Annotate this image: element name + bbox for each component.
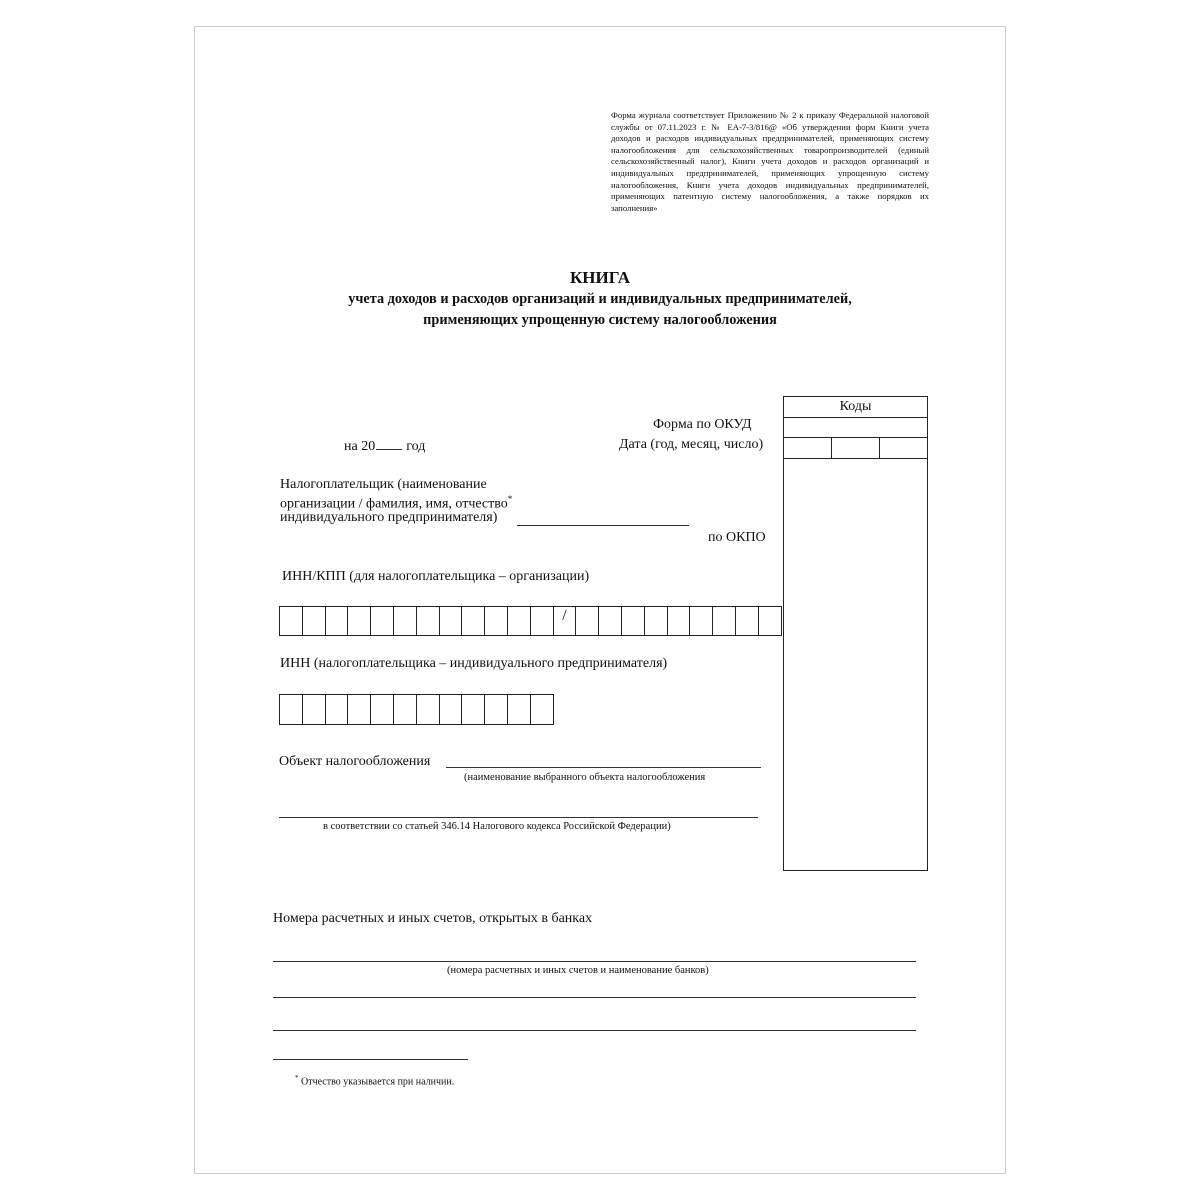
inn-cell[interactable] xyxy=(531,695,554,724)
inn-kpp-separator: / xyxy=(554,607,577,635)
inn-cell[interactable] xyxy=(417,695,440,724)
taxpayer-label-2-text: организации / фамилия, имя, отчество xyxy=(280,496,508,512)
footnote xyxy=(295,1074,454,1087)
codes-box xyxy=(783,396,928,871)
inn-kpp-cell[interactable] xyxy=(462,607,485,635)
inn-kpp-cell[interactable] xyxy=(531,607,554,635)
accounts-label: Номера расчетных и иных счетов, открытых в банках xyxy=(273,911,593,926)
inn-label: ИНН (налогоплательщика – индивидуального предпринимателя) xyxy=(280,656,668,671)
inn-kpp-cell[interactable] xyxy=(690,607,713,635)
codes-header: Коды xyxy=(784,397,927,418)
year-blank[interactable] xyxy=(376,437,402,450)
page-title: КНИГА xyxy=(569,268,630,287)
inn-kpp-cell[interactable] xyxy=(759,607,782,635)
inn-cell[interactable] xyxy=(462,695,485,724)
article-hint: в соответствии со статьей 346.14 Налогового кодекса Российской Федерации) xyxy=(323,821,671,832)
inn-cell[interactable] xyxy=(394,695,417,724)
footnote-divider xyxy=(273,1059,468,1060)
inn-kpp-cell[interactable] xyxy=(713,607,736,635)
inn-kpp-cell[interactable] xyxy=(440,607,463,635)
okud-code-field[interactable] xyxy=(784,418,927,438)
subtitle-line-2: применяющих упрощенную систему налогообложения xyxy=(423,312,777,328)
accounts-line-3[interactable] xyxy=(273,1030,916,1031)
object-hint: (наименование выбранного объекта налогообложения xyxy=(464,772,706,783)
date-code-fields xyxy=(784,438,927,459)
inn-cell[interactable] xyxy=(303,695,326,724)
footnote-text: Отчество указывается при наличии. xyxy=(301,1076,455,1088)
inn-cell[interactable] xyxy=(485,695,508,724)
inn-kpp-cell[interactable] xyxy=(668,607,691,635)
taxpayer-name-line[interactable] xyxy=(517,525,689,526)
inn-kpp-cell[interactable] xyxy=(736,607,759,635)
accounts-line-1[interactable] xyxy=(273,961,916,962)
object-label: Объект налогообложения xyxy=(279,754,431,769)
inn-kpp-cell[interactable] xyxy=(645,607,668,635)
footnote-marker: * xyxy=(507,494,513,504)
inn-kpp-cell[interactable] xyxy=(280,607,303,635)
date-month-field[interactable] xyxy=(832,438,880,458)
okpo-label: по ОКПО xyxy=(708,530,766,545)
inn-cells[interactable] xyxy=(279,694,554,725)
accounts-hint: (номера расчетных и иных счетов и наименование банков) xyxy=(447,965,709,976)
inn-cell[interactable] xyxy=(371,695,394,724)
inn-kpp-cell[interactable] xyxy=(622,607,645,635)
legal-note: Форма журнала соответствует Приложению № 2 к приказу Федеральной налоговой службы от 07.11.2023 г. № ЕА-7-3/816@ «Об утверждении форм Книги учета доходов и расходов индивидуальных предпринимателей, применяющих систему налогообложения для сельскохозяйственных товаропроизводителей (единый сельскохозяйственный налог), Книги учета доходов и расходов организаций и индивидуальных предпринимателей, применяющих упрощенную систему налогообложения, Книги учета доходов индивидуальных предпринимателей, применяющих патентную систему налогообложения, а также порядков их заполнения» xyxy=(611,110,929,213)
inn-kpp-cell[interactable] xyxy=(326,607,349,635)
inn-cell[interactable] xyxy=(348,695,371,724)
taxpayer-label-1: Налогоплательщик (наименование xyxy=(280,477,487,492)
accounts-line-2[interactable] xyxy=(273,997,916,998)
taxpayer-label-3: индивидуального предпринимателя) xyxy=(280,510,498,525)
inn-kpp-label: ИНН/КПП (для налогоплательщика – организации) xyxy=(282,569,590,584)
date-year-field[interactable] xyxy=(784,438,832,458)
year-prefix: на 20 xyxy=(344,439,376,454)
inn-kpp-cell[interactable] xyxy=(303,607,326,635)
inn-cell[interactable] xyxy=(326,695,349,724)
inn-kpp-cell[interactable] xyxy=(348,607,371,635)
subtitle-line-1: учета доходов и расходов организаций и индивидуальных предпринимателей, xyxy=(348,291,852,307)
article-line[interactable] xyxy=(279,817,758,818)
inn-kpp-cell[interactable] xyxy=(417,607,440,635)
inn-kpp-cells[interactable] xyxy=(279,606,782,636)
year-suffix: год xyxy=(406,439,426,454)
inn-cell[interactable] xyxy=(440,695,463,724)
inn-cell[interactable] xyxy=(508,695,531,724)
date-day-field[interactable] xyxy=(880,438,927,458)
inn-kpp-cell[interactable] xyxy=(394,607,417,635)
footnote-mark: * xyxy=(295,1074,299,1082)
inn-kpp-cell[interactable] xyxy=(576,607,599,635)
inn-kpp-cell[interactable] xyxy=(485,607,508,635)
inn-kpp-cell[interactable] xyxy=(599,607,622,635)
inn-kpp-cell[interactable] xyxy=(371,607,394,635)
date-label: Дата (год, месяц, число) xyxy=(619,437,764,452)
inn-cell[interactable] xyxy=(280,695,303,724)
year-label xyxy=(344,437,425,455)
inn-kpp-cell[interactable] xyxy=(508,607,531,635)
object-line[interactable] xyxy=(446,767,761,768)
okud-label: Форма по ОКУД xyxy=(653,417,752,432)
